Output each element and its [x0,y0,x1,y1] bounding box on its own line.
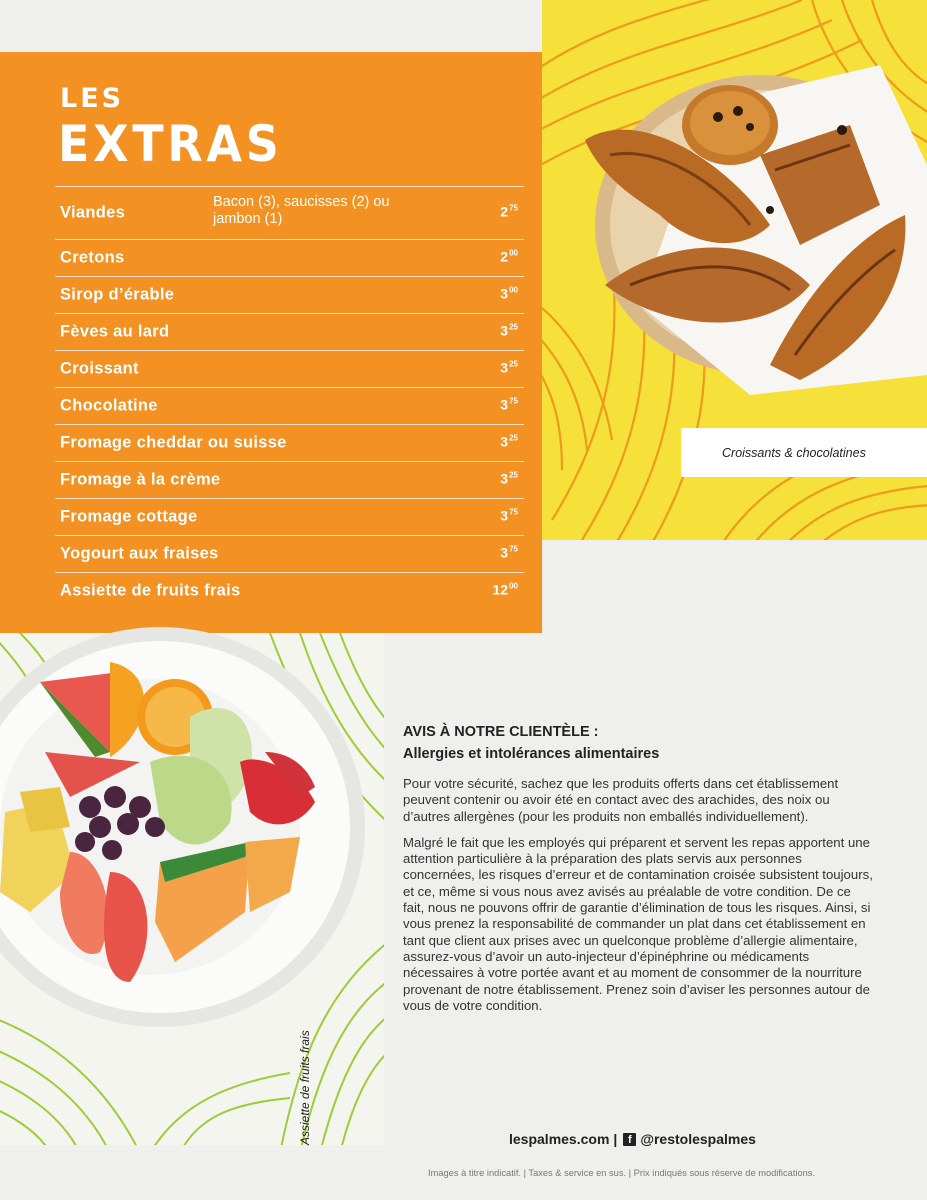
menu-item-name: Croissant [60,359,139,378]
menu-item-fromage-creme [55,462,524,499]
menu-item-name: Chocolatine [60,396,158,415]
croissant-basket-image [580,45,927,395]
menu-item-price: $3^{25}$ [500,359,518,376]
menu-item-name: Viandes [60,203,126,222]
menu-item-cretons [55,240,524,277]
menu-item-price: $3^{75}$ [500,544,518,561]
menu-item-price: $12^{00}$ [492,581,518,598]
menu-item-price: $3^{25}$ [500,470,518,487]
menu-item-assiette-fruits [55,573,524,609]
menu-item-sirop [55,277,524,314]
menu-item-fromage-cheddar [55,425,524,462]
menu-item-description: Bacon (3), saucisses (2) ou jambon (1) [213,194,390,227]
caption-croissants: Croissants & chocolatines [722,446,866,460]
caption-box-croissants [681,428,927,477]
menu-item-name: Yogourt aux fraises [60,544,219,563]
menu-item-fromage-cottage [55,499,524,536]
menu-item-price: $2^{75}$ [500,203,518,220]
menu-item-price: $3^{75}$ [500,396,518,413]
notice-paragraph-1: Pour votre sécurité, sachez que les produits offerts dans cet établissement peuvent contenir ou avoir été en contact avec des arachides, des noix ou d’autres allergènes (pour les produits non emballés individuellement). [403,776,839,824]
facebook-icon: f [623,1133,636,1146]
menu-item-croissant [55,351,524,388]
menu-item-feves [55,314,524,351]
notice-subtitle: Allergies et intolérances alimentaires [403,746,660,762]
allergy-notice [403,722,873,1024]
title-line-extras: EXTRAS [58,115,283,173]
menu-item-name: Cretons [60,248,125,267]
menu-item-name: Fromage à la crème [60,470,221,489]
website-link[interactable]: lespalmes.com [509,1131,610,1147]
menu-item-name: Assiette de fruits frais [60,581,241,600]
title-line-les: LES [60,83,125,114]
menu-item-price: $3^{75}$ [500,507,518,524]
menu-item-price: $2^{00}$ [500,248,518,265]
menu-list [55,186,524,609]
notice-title: AVIS À NOTRE CLIENTÈLE : [403,724,599,740]
social-handle-link[interactable]: @restolespalmes [640,1131,756,1147]
fruit-plate-image [0,612,370,1032]
menu-item-price: $3^{25}$ [500,322,518,339]
footer-separator: | [613,1131,618,1147]
menu-item-name: Sirop d’érable [60,285,175,304]
menu-item-price: $3^{00}$ [500,285,518,302]
footer-contact [509,1131,756,1147]
menu-item-name: Fèves au lard [60,322,170,341]
menu-item-yogourt [55,536,524,573]
disclaimer: Images à titre indicatif. | Taxes & service en sus. | Prix indiqués sous réserve de modifications. [428,1168,816,1178]
menu-item-name: Fromage cottage [60,507,198,526]
menu-item-price: $3^{25}$ [500,433,518,450]
notice-paragraph-2: Malgré le fait que les employés qui préparent et servent les repas apportent une attention particulière à la préparation des plats servis aux personnes concernées, les risques d’erreur et de contamination croisée subsistent toujours, et ce, même si vous nous avez avisés au préalable de votre condition. De ce fait, nous ne pouvons offrir de garantie d’élimination de tous les risques. Ainsi, si vous prenez la responsabilité de commander un plat dans cet établissement en tant que client aux prises avec un quelconque problème d’allergie alimentaire, assurez-vous d’avoir un auto-injecteur d’épinéphrine ou médicaments nécessaires à votre portée avant et au moment de consommer de la nourriture provenant de notre établissement. Prenez soin d’aviser les personnes autour de vous de votre condition. [403,834,873,1013]
menu-item-viandes [55,187,524,240]
menu-item-chocolatine [55,388,524,425]
menu-panel [0,52,542,633]
menu-item-name: Fromage cheddar ou suisse [60,433,287,452]
caption-fruits: Assiette de fruits frais [298,1030,312,1145]
